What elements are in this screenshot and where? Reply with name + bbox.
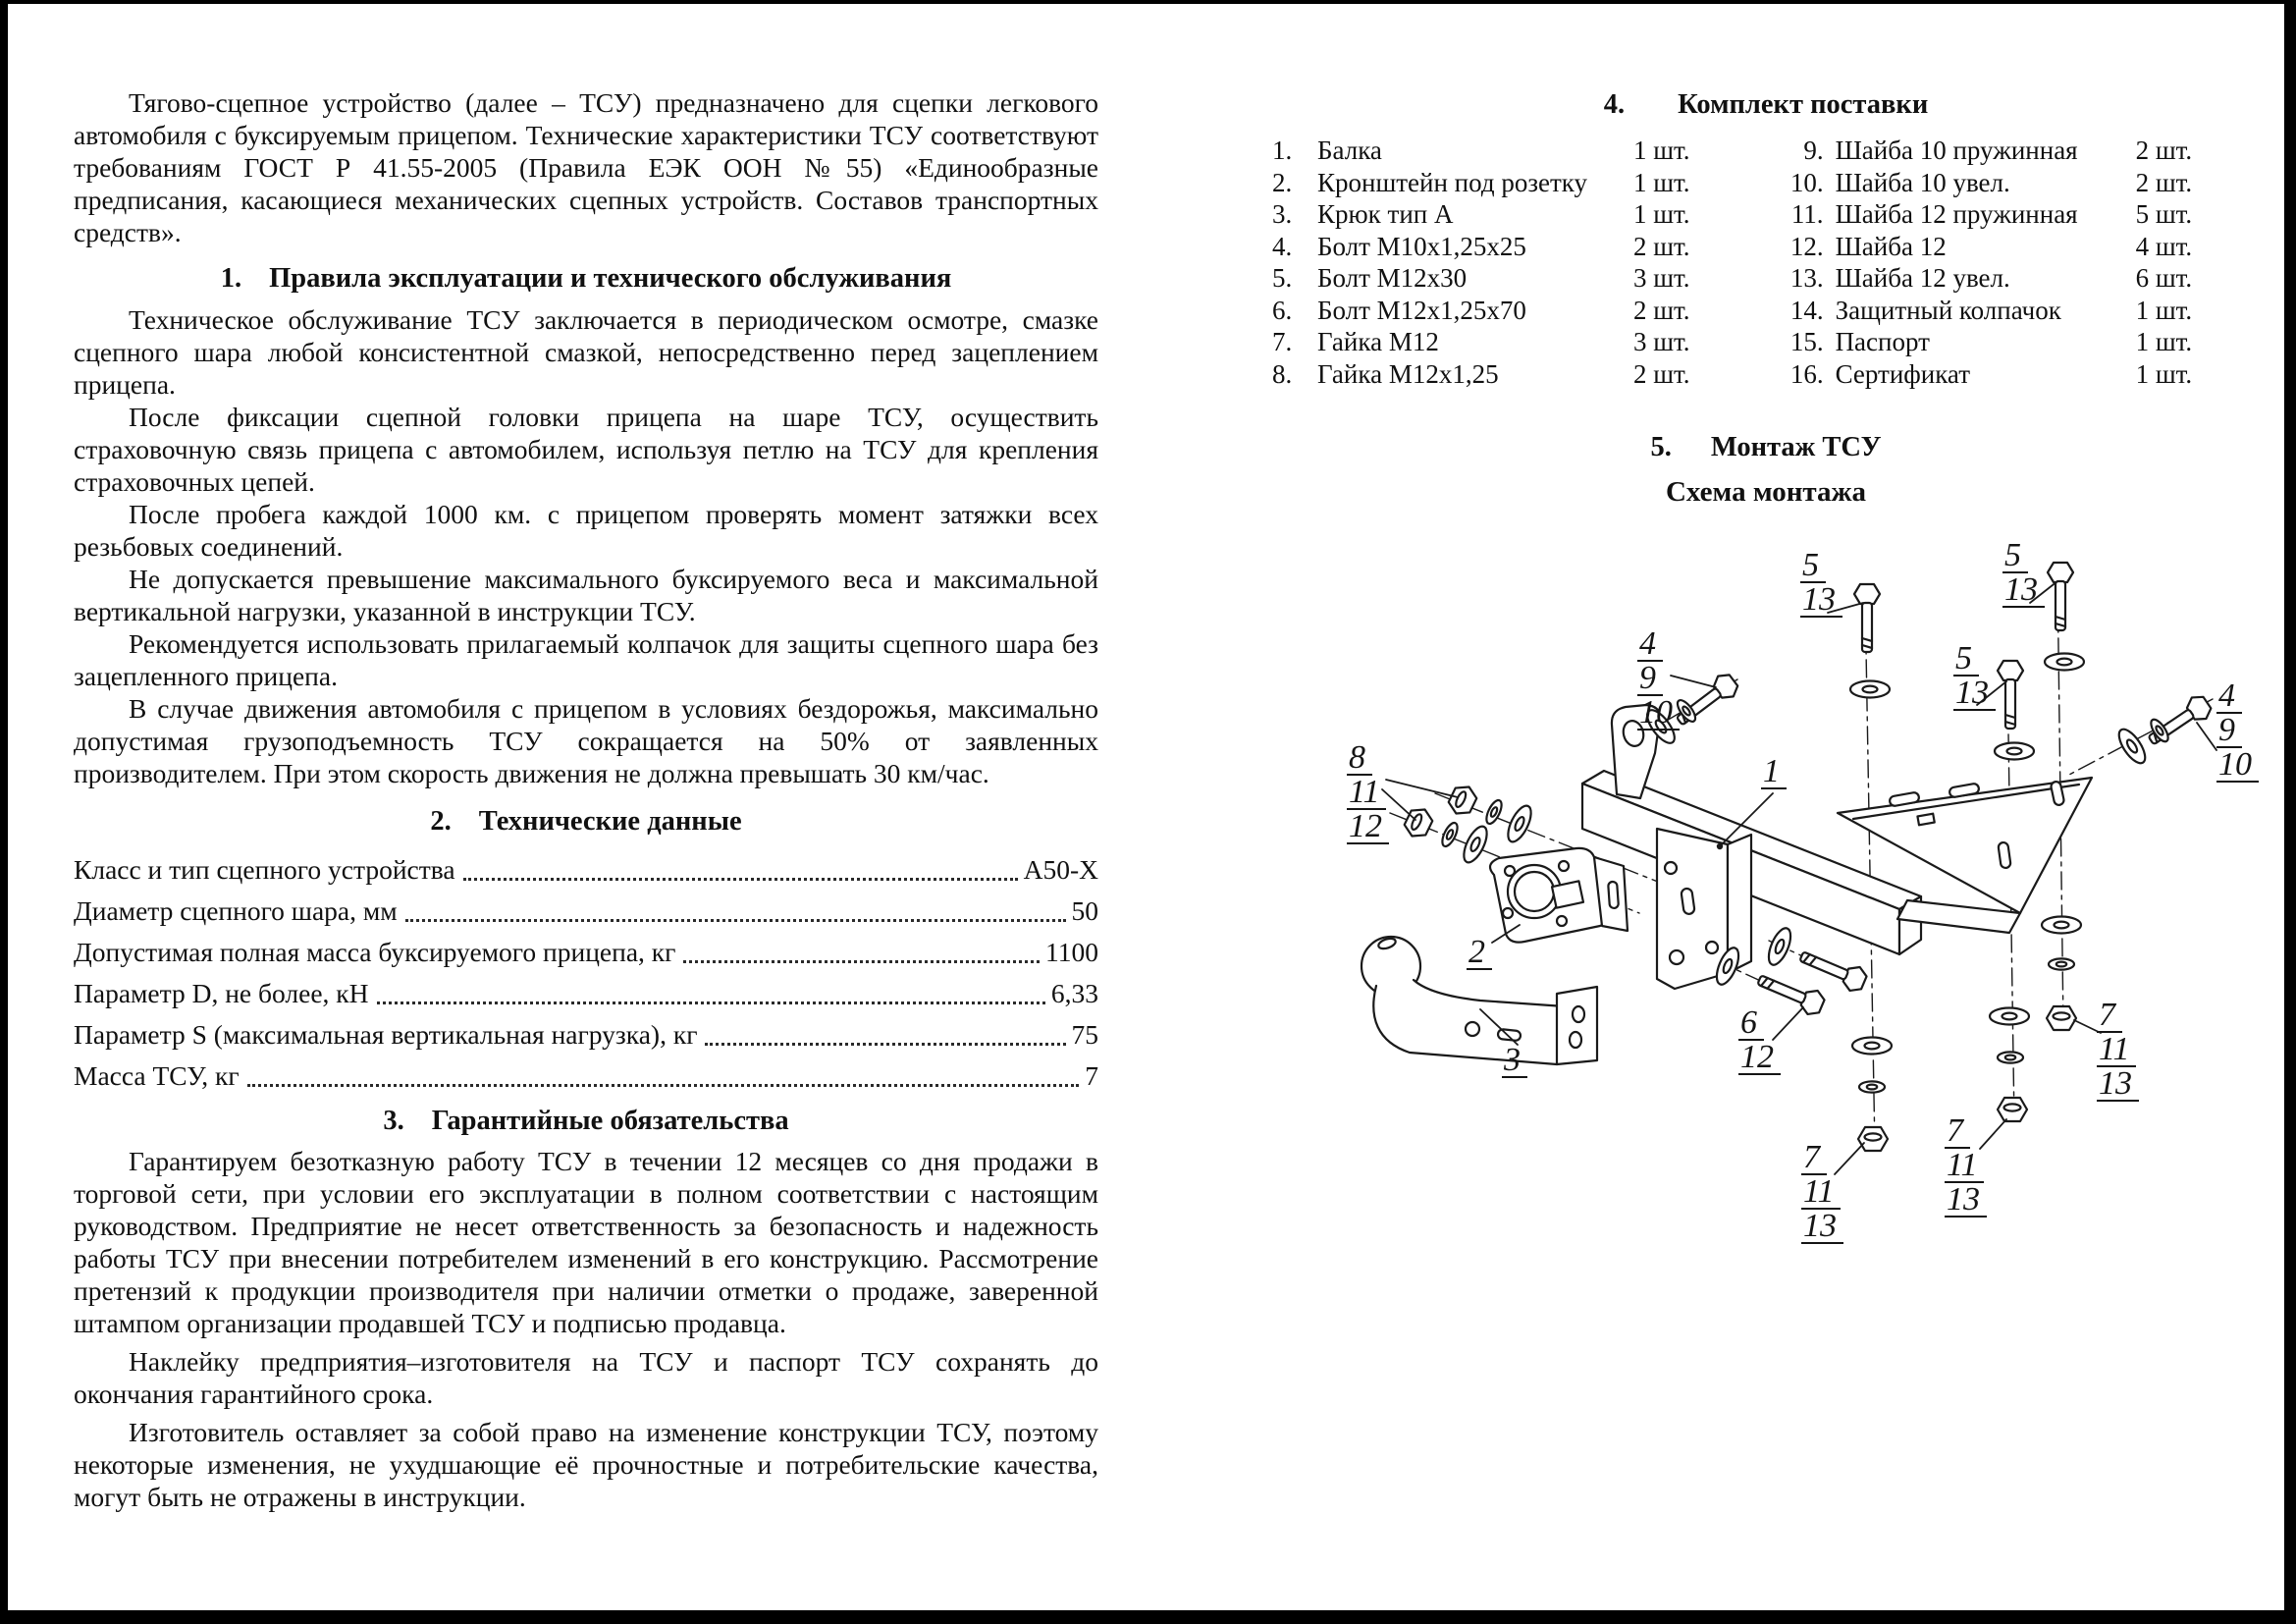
intro-paragraph: Тягово-сцепное устройство (далее – ТСУ) предназначено для сцепки легкового автомобиля с буксируемым прицепом. Технические характеристики ТСУ соответствуют требованиям ГОСТ Р 41.55-2005 (Правила ЕЭК ООН №55) «Единообразные предписания, касающиеся механических сцепных устройств. Составов транспортных средств». [74, 87, 1098, 247]
section1-number: 1. [220, 263, 242, 294]
callout-number: 10 [1637, 697, 1680, 731]
part-number: 6. [1272, 295, 1293, 325]
parts-list-right [1781, 135, 2193, 390]
part-number: 15. [1789, 327, 1824, 356]
callout-number: 2 [1467, 937, 1492, 970]
callout-nut-bottom-center [1801, 1139, 1843, 1245]
section4-heading [1258, 88, 2273, 121]
spec-label: Масса ТСУ, кг [74, 1060, 240, 1091]
part-row [1781, 262, 2193, 295]
paragraph: Техническое обслуживание ТСУ заключается в периодическом осмотре, смазке сцепного шара любой консистентной смазкой, непосредственно перед зацеплением прицепа. [74, 304, 1098, 400]
callout-number: 7 [1945, 1115, 1970, 1149]
part-number: 1. [1272, 135, 1293, 165]
section5-heading [1258, 431, 2273, 463]
callout-number: 4 [1637, 628, 1663, 662]
part-qty: 2 шт. [2135, 135, 2193, 165]
leader-dot [1717, 843, 1723, 849]
part-number: 2. [1272, 167, 1293, 197]
callout-bolt-m12-b [2002, 537, 2045, 609]
callout-ball-hook [1502, 1042, 1527, 1079]
part-qty: 1 шт. [1633, 167, 1690, 197]
section3-heading [74, 1105, 1098, 1137]
spec-value: 50 [1071, 895, 1098, 926]
parts-list-left [1272, 135, 1690, 390]
callout-number: 13 [1801, 1211, 1843, 1244]
callout-number: 11 [2097, 1034, 2136, 1067]
section4-number: 4. [1603, 89, 1626, 120]
spec-label: Диаметр сцепного шара, мм [74, 895, 398, 926]
spec-leader-dots [405, 919, 1066, 922]
callout-bolt-m10-right [2216, 677, 2259, 784]
part-row [1781, 167, 2193, 199]
spec-value: А50-X [1023, 854, 1098, 885]
spec-row [74, 932, 1098, 973]
section2-title: Технические данные [478, 806, 742, 837]
part-name: Гайка М12х1,25 [1317, 358, 1499, 389]
spec-label: Допустимая полная масса буксируемого прицепа, кг [74, 937, 676, 967]
page-left [74, 86, 1098, 1513]
paragraph: Изготовитель оставляет за собой право на изменение конструкции ТСУ, поэтому некоторые изменения, не ухудшающие её прочностные и потребительские качества, могут быть не отражены в инструкции. [74, 1417, 1098, 1512]
callout-number: 13 [1945, 1184, 1987, 1218]
part-name: Паспорт [1835, 327, 1930, 356]
callout-number: 11 [1801, 1176, 1841, 1210]
callout-socket-bracket [1467, 934, 1492, 971]
part-number: 12. [1789, 231, 1824, 261]
part-number: 13. [1789, 263, 1824, 293]
part-qty: 4 шт. [2135, 231, 2193, 261]
callout-nut-right [2097, 997, 2139, 1103]
section3-number: 3. [383, 1106, 404, 1136]
paragraph: После пробега каждой 1000 км. с прицепом проверять момент затяжки всех резьбовых соединений. [74, 499, 1098, 562]
part-row [1272, 198, 1690, 231]
part-qty: 3 шт. [1633, 263, 1690, 293]
callout-number: 1 [1761, 756, 1787, 789]
callout-number: 7 [2097, 1000, 2122, 1033]
part-number: 10. [1789, 167, 1824, 197]
spec-value: 7 [1085, 1060, 1098, 1091]
callout-bolt-m12-c [1953, 640, 1996, 712]
section4-title: Комплект поставки [1678, 89, 1929, 120]
callout-number: 9 [1637, 663, 1663, 696]
paragraph: Рекомендуется использовать прилагаемый колпачок для защиты сцепного шара без зацепленного прицепа. [74, 628, 1098, 691]
part-name: Шайба 10 пружинная [1835, 135, 2078, 165]
part-row [1781, 198, 2193, 231]
part-qty: 1 шт. [2135, 295, 2193, 325]
part-name: Болт М12х30 [1317, 263, 1468, 293]
callout-number: 4 [2216, 680, 2242, 714]
socket-bracket [1490, 848, 1628, 943]
part-name: Шайба 12 пружинная [1835, 199, 2078, 229]
section2-number: 2. [430, 806, 452, 837]
spec-value: 1100 [1045, 937, 1098, 967]
spec-row [74, 849, 1098, 891]
part-number: 8. [1272, 358, 1293, 389]
part-number: 16. [1789, 358, 1824, 389]
paragraph: Гарантируем безотказную работу ТСУ в течении 12 месяцев со дня продажи в торговой сети, при условии его эксплуатации в полном соответствии с настоящим руководством. Предприятие не несет ответственность за безопасность и надежность работы ТСУ при внесении потребителем изменений в его конструкцию. Рассмотрение претензий к продукции производителя при наличии отметки о продаже, заверенной штампом организации продавшей ТСУ и подписью продавца. [74, 1146, 1098, 1338]
part-qty: 3 шт. [1633, 327, 1690, 356]
part-name: Защитный колпачок [1835, 295, 2061, 325]
section1-body [74, 303, 1098, 789]
part-row [1781, 326, 2193, 358]
part-qty: 5 шт. [2135, 199, 2193, 229]
callout-number: 13 [1953, 677, 1996, 711]
page-right [1258, 49, 2273, 1288]
callout-number: 5 [1800, 550, 1826, 583]
callout-number: 9 [2216, 715, 2242, 748]
part-row [1781, 231, 2193, 263]
spec-leader-dots [705, 1043, 1065, 1046]
assembly-diagram [1325, 522, 2284, 1288]
section2-heading [74, 805, 1098, 838]
part-number: 3. [1272, 199, 1293, 229]
callout-number: 7 [1801, 1142, 1827, 1175]
callout-beam [1761, 753, 1787, 790]
part-row [1272, 231, 1690, 263]
part-number: 9. [1803, 135, 1824, 165]
part-row [1272, 167, 1690, 199]
part-name: Крюк тип А [1317, 199, 1454, 229]
section3-body [74, 1145, 1098, 1513]
part-row [1272, 295, 1690, 327]
callout-number: 13 [2097, 1068, 2139, 1102]
part-number: 4. [1272, 231, 1293, 261]
section3-title: Гарантийные обязательства [431, 1106, 789, 1136]
callout-number: 3 [1502, 1045, 1527, 1078]
part-row [1781, 358, 2193, 391]
spec-value: 75 [1071, 1019, 1098, 1050]
part-row [1781, 295, 2193, 327]
callout-number: 12 [1738, 1042, 1781, 1075]
part-qty: 2 шт. [1633, 295, 1690, 325]
paragraph: Не допускается превышение максимального буксируемого веса и максимальной вертикальной нагрузки, указанной в инструкции ТСУ. [74, 564, 1098, 626]
spec-value: 6,33 [1050, 978, 1098, 1008]
spec-row [74, 973, 1098, 1014]
part-number: 5. [1272, 263, 1293, 293]
callout-number: 13 [1800, 584, 1842, 618]
part-name: Гайка М12 [1317, 327, 1439, 356]
section5-number: 5. [1650, 432, 1672, 462]
spec-label: Параметр D, не более, кН [74, 978, 369, 1008]
callout-bolt-m12-a [1800, 547, 1842, 619]
part-name: Кронштейн под розетку [1317, 167, 1588, 197]
paragraph: В случае движения автомобиля с прицепом в условиях бездорожья, максимально допустимая грузоподъемность ТСУ сокращается на 50% от заявленных производителем. При этом скорость движения не должна превышать 30 км/час. [74, 693, 1098, 788]
callout-number: 5 [1953, 643, 1979, 677]
part-qty: 1 шт. [2135, 327, 2193, 356]
part-qty: 2 шт. [2135, 167, 2193, 197]
callout-number: 11 [1347, 777, 1386, 810]
callout-number: 5 [2002, 540, 2028, 573]
spec-label: Класс и тип сцепного устройства [74, 854, 455, 885]
spec-row [74, 1014, 1098, 1056]
spec-leader-dots [247, 1084, 1080, 1087]
callout-number: 10 [2216, 749, 2259, 783]
part-name: Балка [1317, 135, 1382, 165]
part-name: Болт М12х1,25х70 [1317, 295, 1526, 325]
part-row [1272, 358, 1690, 391]
part-row [1272, 135, 1690, 167]
part-number: 7. [1272, 327, 1293, 356]
callout-number: 6 [1738, 1007, 1764, 1041]
part-qty: 1 шт. [1633, 135, 1690, 165]
part-row [1781, 135, 2193, 167]
part-row [1272, 326, 1690, 358]
section1-heading [74, 262, 1098, 295]
part-qty: 1 шт. [2135, 358, 2193, 389]
part-name: Шайба 10 увел. [1835, 167, 2010, 197]
part-qty: 6 шт. [2135, 263, 2193, 293]
section5-title: Монтаж ТСУ [1710, 432, 1882, 462]
spec-leader-dots [463, 878, 1018, 881]
section1-title: Правила эксплуатации и технического обслуживания [269, 263, 952, 294]
callout-number: 8 [1347, 742, 1372, 776]
part-qty: 2 шт. [1633, 358, 1690, 389]
paragraph: Наклейку предприятия–изготовителя на ТСУ и паспорт ТСУ сохранять до окончания гарантийного срока. [74, 1346, 1098, 1409]
spec-row [74, 1056, 1098, 1097]
part-row [1272, 262, 1690, 295]
callout-number: 12 [1347, 811, 1389, 844]
diagram-subtitle-text: Схема монтажа [1665, 476, 1867, 508]
callout-number: 11 [1945, 1150, 1984, 1183]
spec-leader-dots [377, 1001, 1045, 1004]
callout-nuts-left [1347, 739, 1389, 845]
spec-leader-dots [683, 960, 1040, 963]
paper-sheet [8, 4, 2284, 1610]
spec-list [74, 849, 1098, 1097]
paragraph: После фиксации сцепной головки прицепа на шаре ТСУ, осуществить страховочную связь прицепа с автомобилем, используя петлю на ТСУ для крепления страховочных цепей. [74, 402, 1098, 497]
parts-list [1272, 135, 2273, 390]
part-name: Сертификат [1835, 358, 1971, 389]
part-name: Шайба 12 [1835, 231, 1947, 261]
callout-number: 13 [2002, 574, 2045, 608]
part-name: Болт М10х1,25х25 [1317, 231, 1526, 261]
part-number: 14. [1789, 295, 1824, 325]
part-name: Шайба 12 увел. [1835, 263, 2010, 293]
callout-nut-bottom-mid [1945, 1112, 1987, 1218]
spec-label: Параметр S (максимальная вертикальная нагрузка), кг [74, 1019, 698, 1050]
part-qty: 2 шт. [1633, 231, 1690, 261]
part-qty: 1 шт. [1633, 199, 1690, 229]
callout-bolt-bottom [1738, 1004, 1781, 1076]
spec-row [74, 891, 1098, 932]
diagram-subtitle [1258, 476, 2273, 509]
part-number: 11. [1790, 199, 1824, 229]
callout-bolt-m10-left [1637, 625, 1680, 731]
